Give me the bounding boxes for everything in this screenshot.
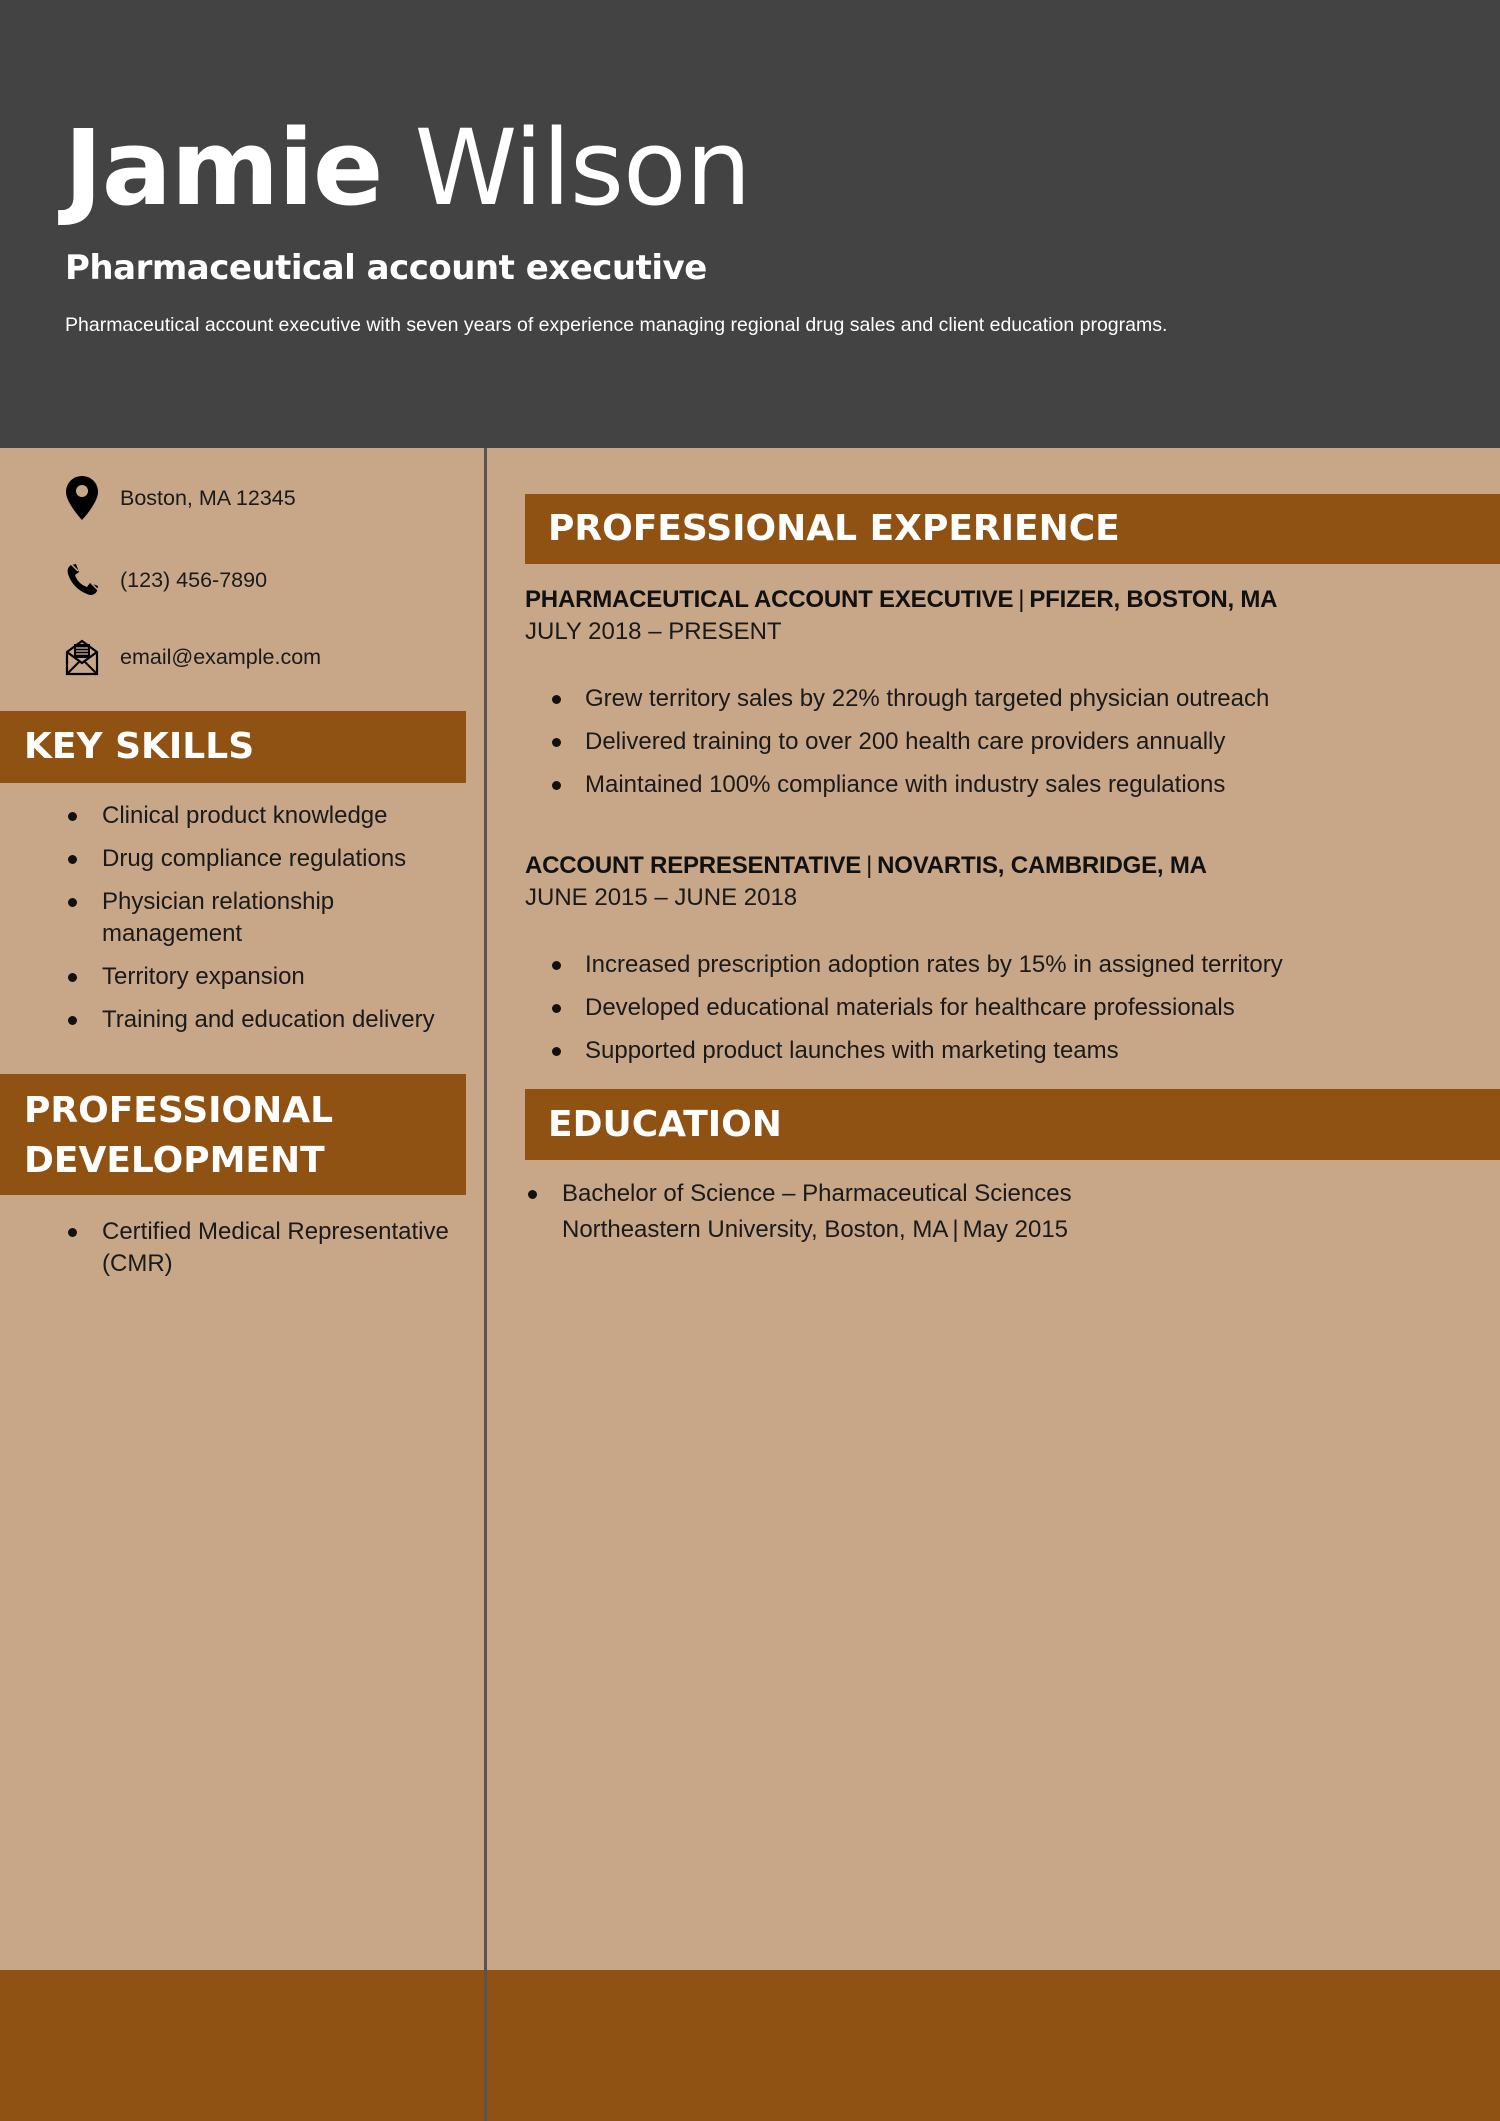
list-item: Developed educational materials for healthcare professionals bbox=[525, 992, 1485, 1024]
professional-summary: Pharmaceutical account executive with seven years of experience managing regional drug sales and client education programs. bbox=[65, 314, 1168, 336]
first-name: Jamie bbox=[64, 107, 383, 229]
candidate-name bbox=[64, 108, 751, 228]
map-pin-icon bbox=[64, 476, 100, 520]
job-company: PFIZER, BOSTON, MA bbox=[1029, 586, 1278, 613]
education-heading-text: EDUCATION bbox=[548, 1104, 782, 1145]
contact-location bbox=[64, 478, 296, 518]
list-item: Certified Medical Representative (CMR) bbox=[64, 1216, 474, 1280]
education-school: Northeastern University, Boston, MA bbox=[562, 1216, 949, 1243]
job-heading bbox=[525, 851, 1207, 881]
education-date: May 2015 bbox=[962, 1216, 1069, 1243]
list-item: Delivered training to over 200 health care providers annually bbox=[525, 726, 1485, 758]
list-item: Clinical product knowledge bbox=[64, 800, 474, 832]
key-skills-heading-text: KEY SKILLS bbox=[24, 726, 255, 767]
email-text: email@example.com bbox=[120, 644, 322, 669]
list-item bbox=[525, 1176, 1485, 1248]
education-list bbox=[525, 1176, 1485, 1248]
job-role: PHARMACEUTICAL ACCOUNT EXECUTIVE bbox=[525, 586, 1014, 613]
education-degree: Bachelor of Science – Pharmaceutical Sciences bbox=[562, 1180, 1072, 1207]
phone-text: (123) 456-7890 bbox=[120, 567, 268, 592]
list-item: Increased prescription adoption rates by 15% in assigned territory bbox=[525, 949, 1485, 981]
job-separator: | bbox=[1018, 586, 1025, 613]
skills-list bbox=[64, 800, 474, 1047]
development-heading-line1: PROFESSIONAL bbox=[24, 1090, 334, 1131]
education-separator: | bbox=[952, 1216, 959, 1243]
job-bullets bbox=[525, 949, 1485, 1078]
envelope-icon bbox=[64, 635, 100, 679]
job-company: NOVARTIS, CAMBRIDGE, MA bbox=[877, 852, 1207, 879]
section-heading-professional-development bbox=[0, 1074, 466, 1195]
experience-heading-text: PROFESSIONAL EXPERIENCE bbox=[548, 508, 1120, 549]
location-text: Boston, MA 12345 bbox=[120, 485, 296, 510]
list-item: Territory expansion bbox=[64, 961, 474, 993]
resume-header bbox=[0, 0, 1500, 448]
phone-icon bbox=[64, 558, 100, 602]
section-heading-key-skills bbox=[0, 711, 466, 783]
job-role: ACCOUNT REPRESENTATIVE bbox=[525, 852, 862, 879]
list-item: Grew territory sales by 22% through targeted physician outreach bbox=[525, 683, 1485, 715]
contact-email bbox=[64, 637, 321, 677]
job-dates: JUNE 2015 – JUNE 2018 bbox=[525, 884, 798, 911]
list-item: Drug compliance regulations bbox=[64, 843, 474, 875]
footer-band bbox=[0, 1970, 1500, 2121]
section-heading-education bbox=[525, 1089, 1500, 1160]
list-item: Training and education delivery bbox=[64, 1004, 474, 1036]
job-bullets bbox=[525, 683, 1485, 812]
development-heading-line2: DEVELOPMENT bbox=[24, 1140, 325, 1181]
job-heading bbox=[525, 585, 1277, 615]
list-item: Maintained 100% compliance with industry sales regulations bbox=[525, 769, 1485, 801]
education-school-line bbox=[562, 1212, 1485, 1248]
list-item: Supported product launches with marketing teams bbox=[525, 1035, 1485, 1067]
contact-phone bbox=[64, 560, 267, 600]
job-dates: JULY 2018 – PRESENT bbox=[525, 618, 782, 645]
list-item: Physician relationship management bbox=[64, 886, 474, 950]
column-divider bbox=[484, 448, 487, 2121]
job-separator: | bbox=[866, 852, 873, 879]
section-heading-professional-experience bbox=[525, 494, 1500, 564]
development-list bbox=[64, 1216, 474, 1280]
job-title-headline: Pharmaceutical account executive bbox=[65, 248, 707, 288]
last-name: Wilson bbox=[414, 107, 751, 229]
